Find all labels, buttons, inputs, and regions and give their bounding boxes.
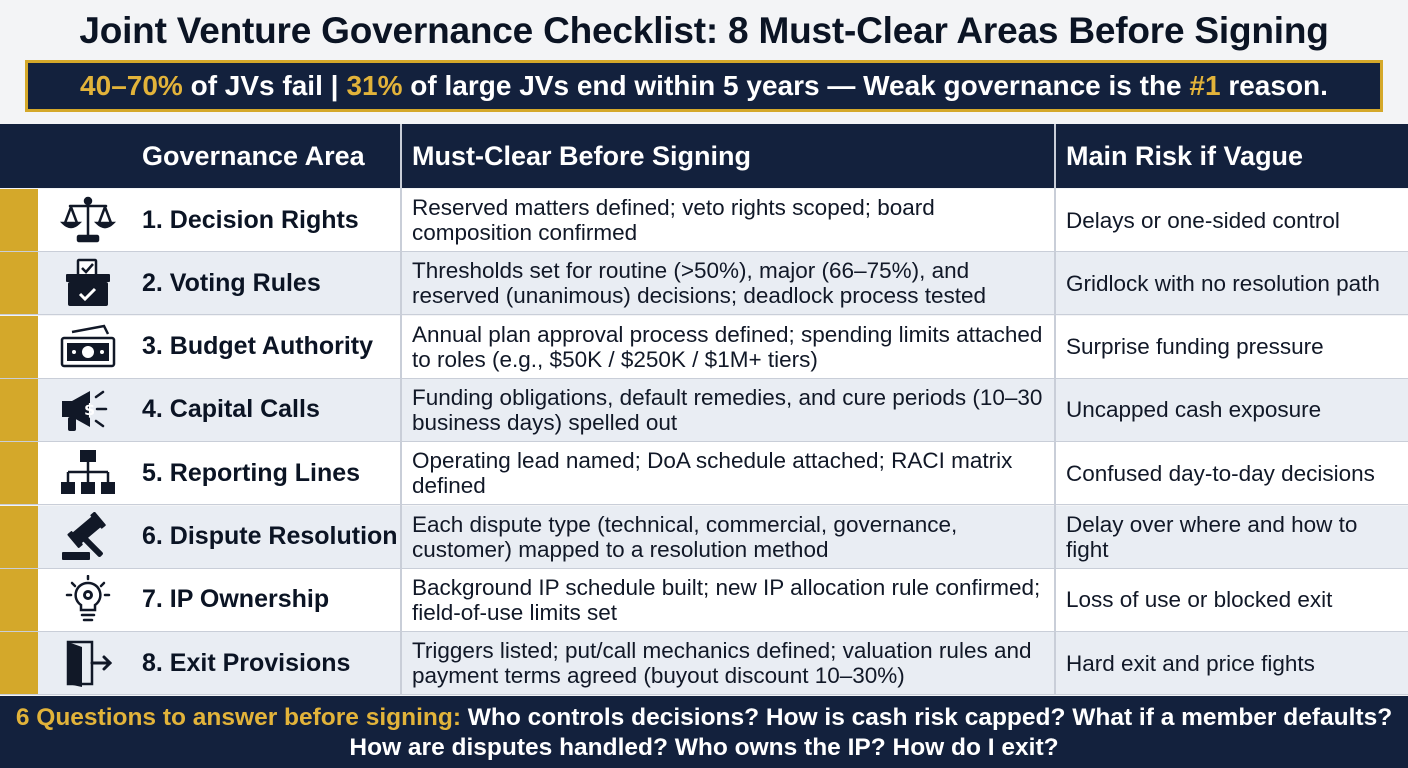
main-risk-text: Delays or one-sided control xyxy=(1066,207,1340,233)
must-clear-text: Triggers listed; put/call mechanics defined; valuation rules and payment terms agreed (buyout discount 10–30%) xyxy=(412,638,1032,689)
table-row xyxy=(0,632,1408,695)
table-row xyxy=(0,569,1408,632)
header-must-clear: Must-Clear Before Signing xyxy=(412,140,752,171)
header-governance-area: Governance Area xyxy=(142,140,365,171)
governance-area-label: 7. IP Ownership xyxy=(142,585,330,614)
governance-area-label: 2. Voting Rules xyxy=(142,268,321,297)
main-risk-text: Uncapped cash exposure xyxy=(1066,397,1322,423)
table-row xyxy=(0,252,1408,315)
table-row xyxy=(0,316,1408,379)
lightbulb-gear-icon xyxy=(58,575,118,625)
main-risk-text: Gridlock with no resolution path xyxy=(1066,270,1380,296)
table-header xyxy=(0,124,1408,188)
stats-banner xyxy=(25,60,1383,112)
org-chart-icon xyxy=(58,448,118,498)
header-main-risk: Main Risk if Vague xyxy=(1066,140,1304,171)
banner-divider: | xyxy=(330,70,339,101)
banner-text-1: of JVs fail xyxy=(182,70,331,101)
row-accent-bar xyxy=(0,632,38,694)
column-divider xyxy=(400,124,402,694)
row-accent-bar xyxy=(0,189,38,251)
table-row xyxy=(0,379,1408,442)
main-risk-text: Surprise funding pressure xyxy=(1066,334,1324,360)
megaphone-dollar-icon xyxy=(58,385,118,435)
row-accent-bar xyxy=(0,252,38,314)
ballot-box-icon xyxy=(58,258,118,308)
row-accent-bar xyxy=(0,379,38,441)
main-risk-text: Hard exit and price fights xyxy=(1066,650,1315,676)
footer-questions-text: Who controls decisions? How is cash risk capped? What if a member defaults? How are disputes handled? Who owns the IP? How do I exit? xyxy=(349,704,1393,761)
stat-fail-rate: 40–70% xyxy=(80,70,183,101)
row-accent-bar xyxy=(0,569,38,631)
governance-area-label: 4. Capital Calls xyxy=(142,395,320,424)
governance-area-label: 6. Dispute Resolution xyxy=(142,522,398,550)
governance-area-label: 3. Budget Authority xyxy=(142,332,374,361)
governance-area-label: 1. Decision Rights xyxy=(142,205,359,234)
page-title: Joint Venture Governance Checklist: 8 Must-Clear Areas Before Signing xyxy=(79,10,1329,51)
stat-large-jv: 31% xyxy=(346,70,403,101)
main-risk-text: Delay over where and how to fight xyxy=(1066,511,1358,562)
scales-icon xyxy=(58,195,118,245)
table-row xyxy=(0,189,1408,252)
column-divider xyxy=(1054,124,1056,694)
must-clear-text: Each dispute type (technical, commercial, governance, customer) mapped to a resolution method xyxy=(412,511,958,562)
must-clear-text: Funding obligations, default remedies, and cure periods (10–30 business days) spelled out xyxy=(412,384,1043,435)
money-icon xyxy=(58,322,118,372)
main-risk-text: Loss of use or blocked exit xyxy=(1066,587,1333,613)
svg-text:$: $ xyxy=(84,399,96,419)
gavel-icon xyxy=(58,512,118,562)
stat-rank: #1 xyxy=(1189,70,1221,101)
must-clear-text: Reserved matters defined; veto rights scoped; board composition confirmed xyxy=(412,195,935,245)
banner-text-2: of large JVs end within 5 years — Weak governance is the xyxy=(402,70,1190,101)
row-accent-bar xyxy=(0,506,38,568)
governance-area-label: 5. Reporting Lines xyxy=(142,458,361,487)
footer-questions xyxy=(0,696,1408,768)
table-row xyxy=(0,506,1408,569)
must-clear-text: Operating lead named; DoA schedule attached; RACI matrix defined xyxy=(412,448,1013,499)
must-clear-text: Thresholds set for routine (>50%), major (66–75%), and reserved (unanimous) decisions; deadlock process tested xyxy=(412,258,987,309)
must-clear-text: Annual plan approval process defined; spending limits attached to roles (e.g., $50K / $250K / $1M+ tiers) xyxy=(412,321,1043,372)
row-accent-bar xyxy=(0,442,38,504)
table-row xyxy=(0,442,1408,505)
footer-lead: 6 Questions to answer before signing: xyxy=(15,704,461,731)
main-risk-text: Confused day-to-day decisions xyxy=(1066,460,1375,486)
row-accent-bar xyxy=(0,316,38,378)
governance-area-label: 8. Exit Provisions xyxy=(142,648,351,677)
exit-door-icon xyxy=(58,638,118,688)
must-clear-text: Background IP schedule built; new IP allocation rule confirmed; field-of-use limits set xyxy=(412,574,1041,625)
banner-text-3: reason. xyxy=(1220,70,1328,101)
